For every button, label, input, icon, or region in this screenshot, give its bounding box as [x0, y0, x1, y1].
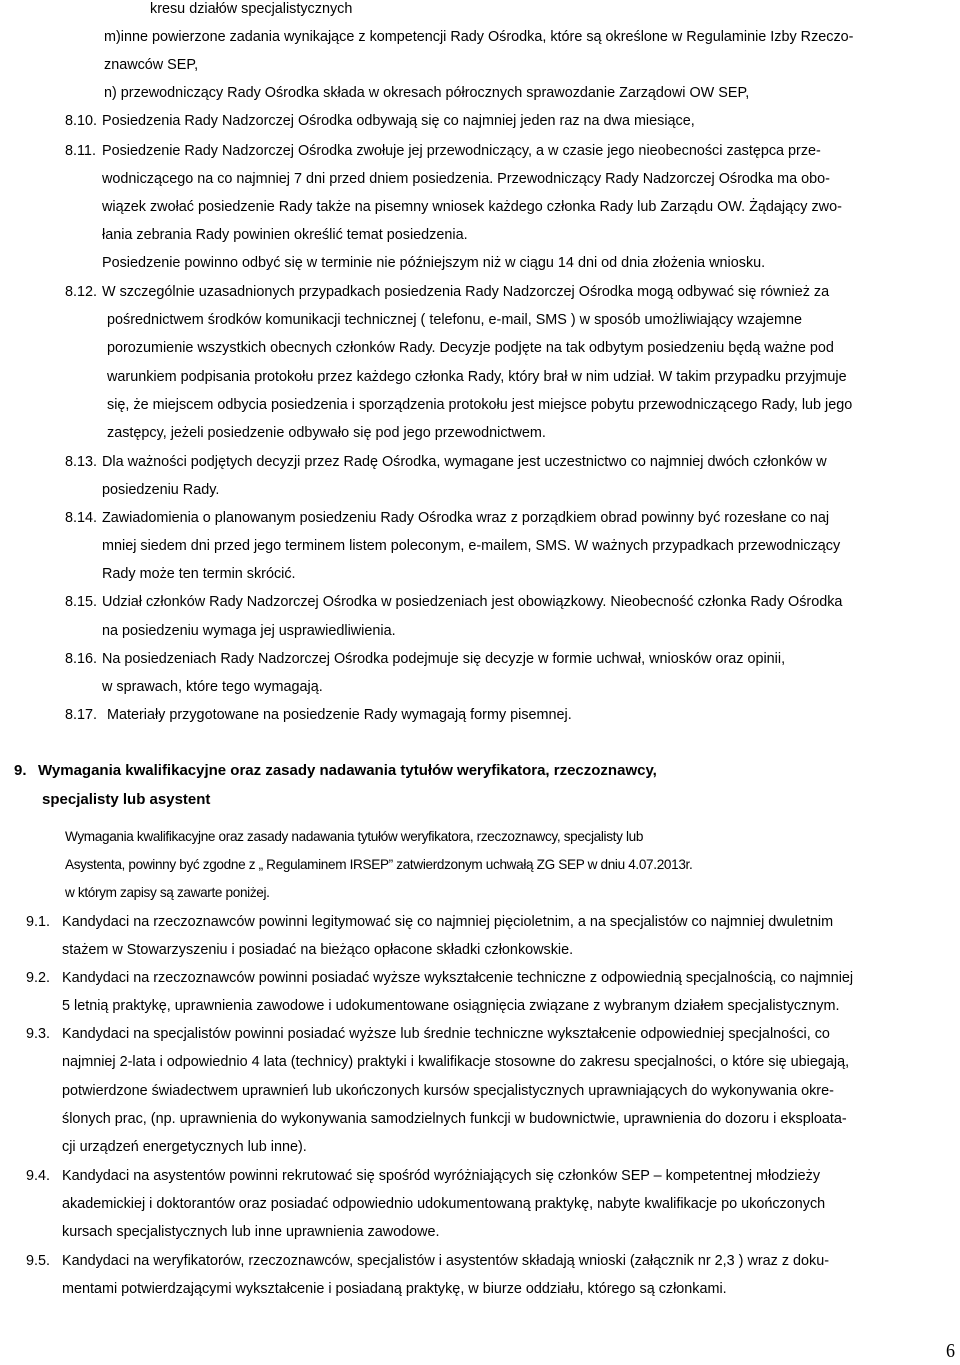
paragraph-8-12-line: warunkiem podpisania protokołu przez każdego członka Rady, który brał w nim udział. W takim przypadku przyjmuje	[107, 369, 847, 385]
paragraph-8-15-line: na posiedzeniu wymaga jej usprawiedliwienia.	[102, 623, 396, 639]
list-item-l-continuation: kresu działów specjalistycznych	[150, 1, 353, 17]
paragraph-8-12-line: pośrednictwem środków komunikacji technicznej ( telefonu, e-mail, SMS ) w sposób umożliwiający wzajemne	[107, 312, 803, 328]
paragraph-8-12-line: porozumienie wszystkich obecnych członków Rady. Decyzje podjęte na tak odbytym posiedzeniu będą ważne pod	[107, 340, 834, 356]
paragraph-number: 8.10.	[65, 113, 98, 129]
paragraph-number: 8.16.	[65, 651, 98, 667]
paragraph-9-5-line: mentami potwierdzającymi wykształcenie i posiadaną praktykę, w biurze oddziału, którego są członkami.	[62, 1281, 727, 1297]
paragraph-number: 9.4.	[26, 1168, 51, 1184]
paragraph-number: 9.5.	[26, 1253, 51, 1269]
section-intro-line: Asystenta, powinny być zgodne z „ Regulaminem IRSEP” zatwierdzonym uchwałą ZG SEP w dniu 4.07.2013r.	[65, 857, 693, 872]
section-title-line2: specjalisty lub asystent	[42, 791, 211, 808]
paragraph-number: 9.1.	[26, 914, 51, 930]
paragraph-8-17-text: Materiały przygotowane na posiedzenie Rady wymagają formy pisemnej.	[107, 707, 572, 723]
paragraph-8-11-line: wiązek zwołać posiedzenie Rady także na pisemny wniosek każdego członka Rady lub Zarządu OW. Żądający zwo-	[102, 199, 842, 215]
paragraph-8-11-line: Posiedzenie Rady Nadzorczej Ośrodka zwołuje jej przewodniczący, a w czasie jego nieobecności zastępca prze-	[102, 143, 821, 159]
paragraph-number: 9.3.	[26, 1026, 51, 1042]
paragraph-number: 8.14.	[65, 510, 98, 526]
paragraph-8-11-line: wodniczącego na co najmniej 7 dni przed dniem posiedzenia. Przewodniczący Rady Nadzorczej Ośrodka ma obo-	[102, 171, 830, 187]
paragraph-9-3-line: potwierdzone świadectwem uprawnień lub ukończonych kursów specjalistycznych uprawniających do wykonywania okre-	[62, 1083, 834, 1099]
section-number: 9.	[14, 762, 27, 779]
paragraph-9-3-line: ślonych prac, (np. uprawnienia do wykonywania samodzielnych funkcji w budownictwie, uprawnienia do dozoru i eksploata-	[62, 1111, 847, 1127]
paragraph-number: 8.13.	[65, 454, 98, 470]
paragraph-9-1-line: stażem w Stowarzyszeniu i posiadać na bieżąco opłacone składki członkowskie.	[62, 942, 574, 958]
list-item-m-line2: znawców SEP,	[104, 57, 199, 73]
paragraph-9-4-line: Kandydaci na asystentów powinni rekrutować się spośród wyróżniających się członków SEP – kompetentnej młodzieży	[62, 1168, 821, 1184]
paragraph-9-3-line: najmniej 2-lata i odpowiednio 4 lata (technicy) praktyki i kwalifikacje stosowne do zakresu specjalności, o które się ubiegają,	[62, 1054, 850, 1070]
paragraph-8-12-line: zastępcy, jeżeli posiedzenie odbywało się pod jego przewodnictwem.	[107, 425, 546, 441]
paragraph-8-12-line: się, że miejscem odbycia posiedzenia i sporządzenia protokołu jest miejsce pobytu przewodniczącego Rady, lub jego	[107, 397, 853, 413]
paragraph-9-3-line: Kandydaci na specjalistów powinni posiadać wyższe lub średnie techniczne wykształcenie odpowiedniej specjalności, co	[62, 1026, 830, 1042]
paragraph-8-14-line: Zawiadomienia o planowanym posiedzeniu Rady Ośrodka wraz z porządkiem obrad powinny być rozesłane co naj	[102, 510, 830, 526]
paragraph-number: 8.11.	[65, 143, 96, 159]
paragraph-9-1-line: Kandydaci na rzeczoznawców powinni legitymować się co najmniej pięcioletnim, a na specjalistów co najmniej dwuletnim	[62, 914, 834, 930]
paragraph-8-14-line: mniej siedem dni przed jego terminem listem poleconym, e-mailem, SMS. W ważnych przypadkach przewodniczący	[102, 538, 841, 554]
paragraph-9-5-line: Kandydaci na weryfikatorów, rzeczoznawców, specjalistów i asystentów składają wnioski (załącznik nr 2,3 ) wraz z doku-	[62, 1253, 830, 1269]
paragraph-number: 8.15.	[65, 594, 98, 610]
paragraph-8-13-line: Dla ważności podjętych decyzji przez Radę Ośrodka, wymagane jest uczestnictwo co najmniej dwóch członków w	[102, 454, 827, 470]
section-title-line1: Wymagania kwalifikacyjne oraz zasady nadawania tytułów weryfikatora, rzeczoznawcy,	[38, 762, 657, 779]
paragraph-8-12-line: W szczególnie uzasadnionych przypadkach posiedzenia Rady Nadzorczej Ośrodka mogą odbywać się również za	[102, 284, 830, 300]
section-intro-line: w którym zapisy są zawarte poniżej.	[65, 885, 270, 900]
section-intro-line: Wymagania kwalifikacyjne oraz zasady nadawania tytułów weryfikatora, rzeczoznawcy, specjalisty lub	[65, 829, 644, 844]
paragraph-8-10-text: Posiedzenia Rady Nadzorczej Ośrodka odbywają się co najmniej jeden raz na dwa miesiące,	[102, 113, 695, 129]
paragraph-9-4-line: akademickiej i doktorantów oraz posiadać odpowiednio udokumentowaną praktykę, nabyte kwalifikacje po ukończonych	[62, 1196, 826, 1212]
paragraph-number: 9.2.	[26, 970, 51, 986]
paragraph-9-2-line: Kandydaci na rzeczoznawców powinni posiadać wyższe wykształcenie techniczne z odpowiednią specjalnością, co najmniej	[62, 970, 854, 986]
page-number: 6	[946, 1340, 955, 1362]
list-item-n-line1: n) przewodniczący Rady Ośrodka składa w okresach półrocznych sprawozdanie Zarządowi OW SEP,	[104, 85, 750, 101]
list-item-m-line1: m)inne powierzone zadania wynikające z kompetencji Rady Ośrodka, które są określone w Regulaminie Izby Rzeczo-	[104, 29, 854, 45]
paragraph-9-3-line: cji urządzeń energetycznych lub inne).	[62, 1139, 307, 1155]
paragraph-8-14-line: Rady może ten termin skrócić.	[102, 566, 296, 582]
paragraph-8-16-line: w sprawach, które tego wymagają.	[102, 679, 323, 695]
paragraph-9-2-line: 5 letnią praktykę, uprawnienia zawodowe i udokumentowane osiągnięcia związane z wybranym działem specjalistycznym.	[62, 998, 840, 1014]
paragraph-8-11-line: Posiedzenie powinno odbyć się w terminie nie późniejszym niż w ciągu 14 dni od dnia złożenia wniosku.	[102, 255, 766, 271]
paragraph-8-15-line: Udział członków Rady Nadzorczej Ośrodka w posiedzeniach jest obowiązkowy. Nieobecność członka Rady Ośrodka	[102, 594, 843, 610]
paragraph-9-4-line: kursach specjalistycznych lub inne uprawnienia zawodowe.	[62, 1224, 440, 1240]
paragraph-number: 8.17.	[65, 707, 98, 723]
paragraph-8-13-line: posiedzeniu Rady.	[102, 482, 220, 498]
paragraph-number: 8.12.	[65, 284, 98, 300]
paragraph-8-16-line: Na posiedzeniach Rady Nadzorczej Ośrodka podejmuje się decyzje w formie uchwał, wniosków oraz opinii,	[102, 651, 786, 667]
paragraph-8-11-line: łania zebrania Rady powinien określić temat posiedzenia.	[102, 227, 468, 243]
